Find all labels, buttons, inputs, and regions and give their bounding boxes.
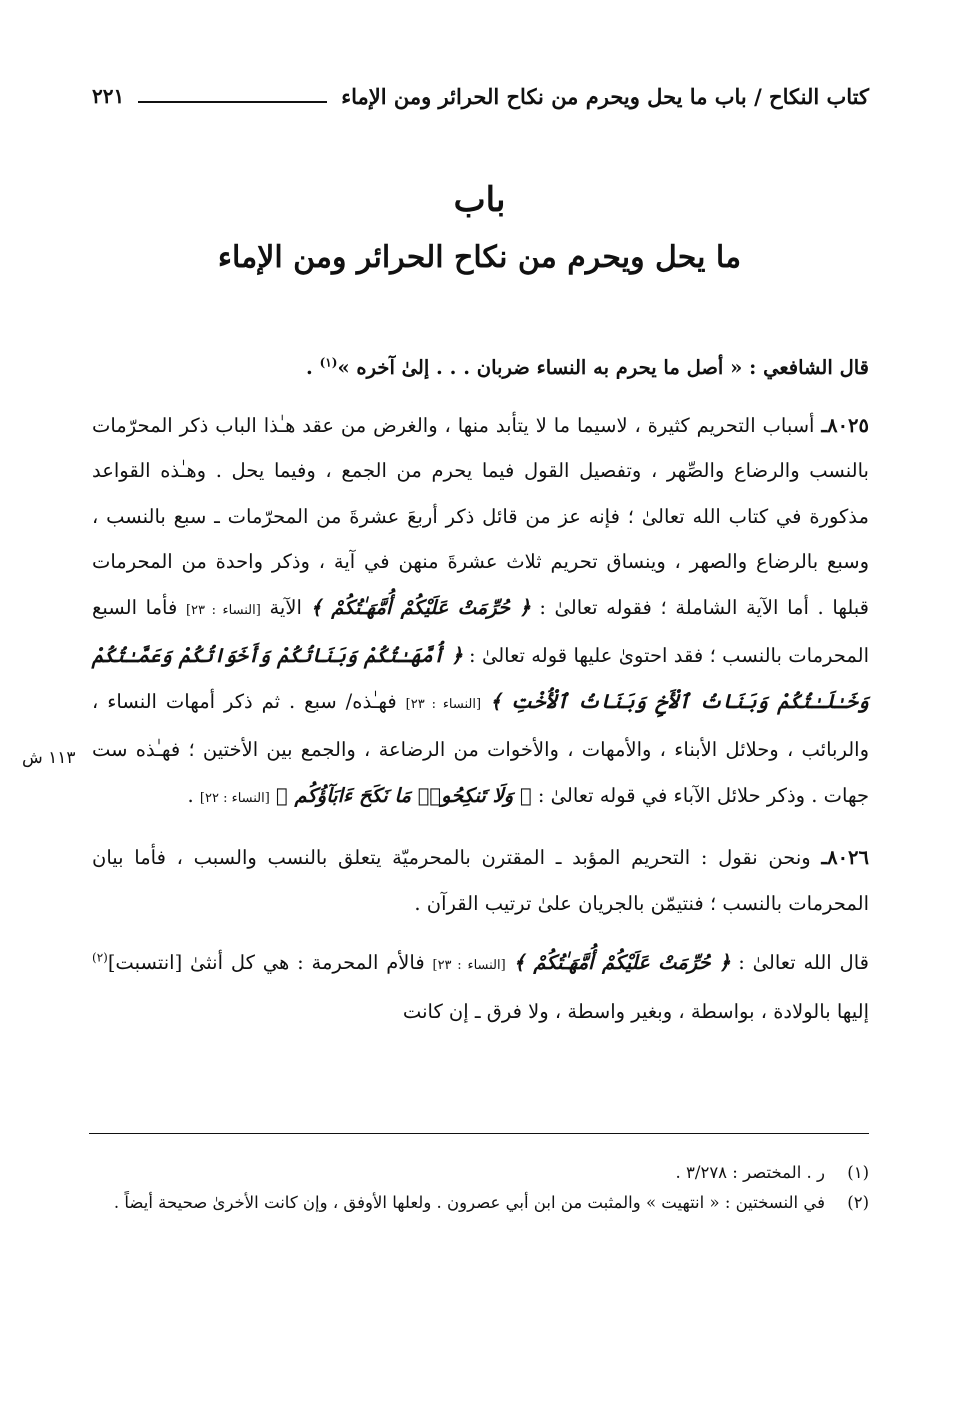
paragraph-text: أسباب التحريم كثيرة ، لاسيما ما لا يتأبد منها ، والغرض من عقد هـٰذا الباب ذكر المحرّمات بالنسب والرضاع والصِّهر ، وتفصيل القول فيما يحرم من الجمع ، وفيما يحل . وهـٰذه القواعد مذكورة في كتاب الله تعالىٰ ؛ فإنه عز من قائل ذكر أربعَ عشرةَ من المحرّمات ـ سبع بالنسب ، وسبع بالرضاع والصهر ، وينساق تحريم ثلاث عشرةَ منهن في آية ، وذكر واحدة من المحرمات قبلها . أما الآية الشاملة ؛ فقوله تعالىٰ : [92, 413, 869, 619]
main-text [92, 345, 869, 1034]
lead-quote [92, 345, 869, 391]
quran-verse: ﴿ حُرِّمَتْ عَلَيْكُمْ أُمَّهَـٰتُكُمْ ﴾ [513, 951, 731, 974]
footnotes [92, 1158, 869, 1218]
footnote-number: (١) [847, 1163, 869, 1182]
footnote-ref-1: (١) [319, 355, 338, 370]
paragraph-text: ونحن نقول : التحريم المؤبد ـ المقترن بالمحرميّة يتعلق بالنسب والسبب ، فأما بيان المحرمات بالنسب ؛ فنتيمّن بالجريان علىٰ ترتيب القرآن . [92, 846, 869, 915]
lead-text: قال الشافعي : « أصل ما يحرم به النساء ضربان . . . إلىٰ آخره » [337, 356, 869, 379]
lead-tail: . [306, 356, 320, 379]
footnote-number: (٢) [847, 1193, 869, 1212]
footnote [92, 1158, 869, 1188]
quran-verse: ﴿ أُمَّهَـٰتُكُمْ وَبَنَاتُكُمْ وَأَخَوَاتُكُمْ وَعَمَّـٰتُكُمْ وَخَـٰلَـٰتُكُمْ وَبَنَاتُ ٱلْأَخِ وَبَنَاتُ ٱلْأُخْتِ ﴾ [92, 644, 869, 713]
footnote-rule [89, 1133, 869, 1134]
paragraph-tail: . [187, 783, 200, 807]
paragraph-text: قال الله تعالىٰ : [730, 951, 869, 974]
margin-folio-note: ١١٣ ش [22, 748, 76, 768]
paragraph-text: فالأم المحرمة : هي كل أنثىٰ [انتسبت] [107, 951, 433, 974]
quran-verse: ﴿ وَلَا تَنكِحُوا۟ مَا نَكَحَ ءَابَآؤُكُم ﴾ [276, 783, 532, 807]
chapter-label: باب [453, 180, 506, 220]
paragraph-8025 [92, 403, 869, 822]
verse-citation: [النساء : ٢٣] [432, 958, 506, 973]
chapter-title: ما يحل ويحرم من نكاح الحرائر ومن الإماء [217, 240, 742, 275]
paragraph-text: إليها بالولادة ، بواسطة ، وبغير واسطة ، ولا فرق ـ إن كانت [402, 999, 869, 1023]
quran-verse: ﴿ حُرِّمَتْ عَلَيْكُمْ أُمَّهَـٰتُكُمْ ﴾ [310, 595, 531, 619]
page-number: ٢٢١ [92, 84, 125, 108]
running-header [92, 78, 869, 114]
verse-citation: [النساء : ٢٢] [199, 790, 270, 806]
paragraph-number: ٨٠٢٦ـ [821, 846, 869, 869]
verse-citation: [النساء : ٢٣] [405, 696, 482, 712]
footnote-ref-2: (٢) [92, 950, 108, 965]
running-title: كتاب النكاح / باب ما يحل ويحرم من نكاح الحرائر ومن الإماء [341, 83, 869, 109]
paragraph-text: الآية [260, 595, 311, 619]
header-rule [138, 101, 327, 103]
paragraph-number: ٨٠٢٥ـ [821, 413, 869, 437]
paragraph-text: فأما السبع المحرمات بالنسب ؛ فقد احتوىٰ عليها قوله تعالىٰ : [92, 595, 870, 667]
footnote-text: في النسختين : « انتهيت » والمثبت من ابن أبي عصرون . ولعلها الأوفق ، وإن كانت الأخرىٰ صحيحة أيضاً . [113, 1193, 825, 1212]
footnote-text: ر . المختصر : ٣/٢٧٨ . [675, 1163, 825, 1182]
footnote [92, 1188, 869, 1218]
paragraph-continuation [92, 940, 869, 1034]
verse-citation: [النساء : ٢٣] [185, 602, 261, 618]
paragraph-8026 [92, 835, 869, 926]
paragraph-text: فهـٰذه/ سبع . ثم ذكر أمهات النساء ، والربائب ، وحلائل الأبناء ، والأمهات ، والأخوات من الرضاعة ، والجمع بين الأختين ؛ فهـٰذه ست جهات . وذكر حلائل الآباء في قوله تعالىٰ : [92, 689, 869, 807]
